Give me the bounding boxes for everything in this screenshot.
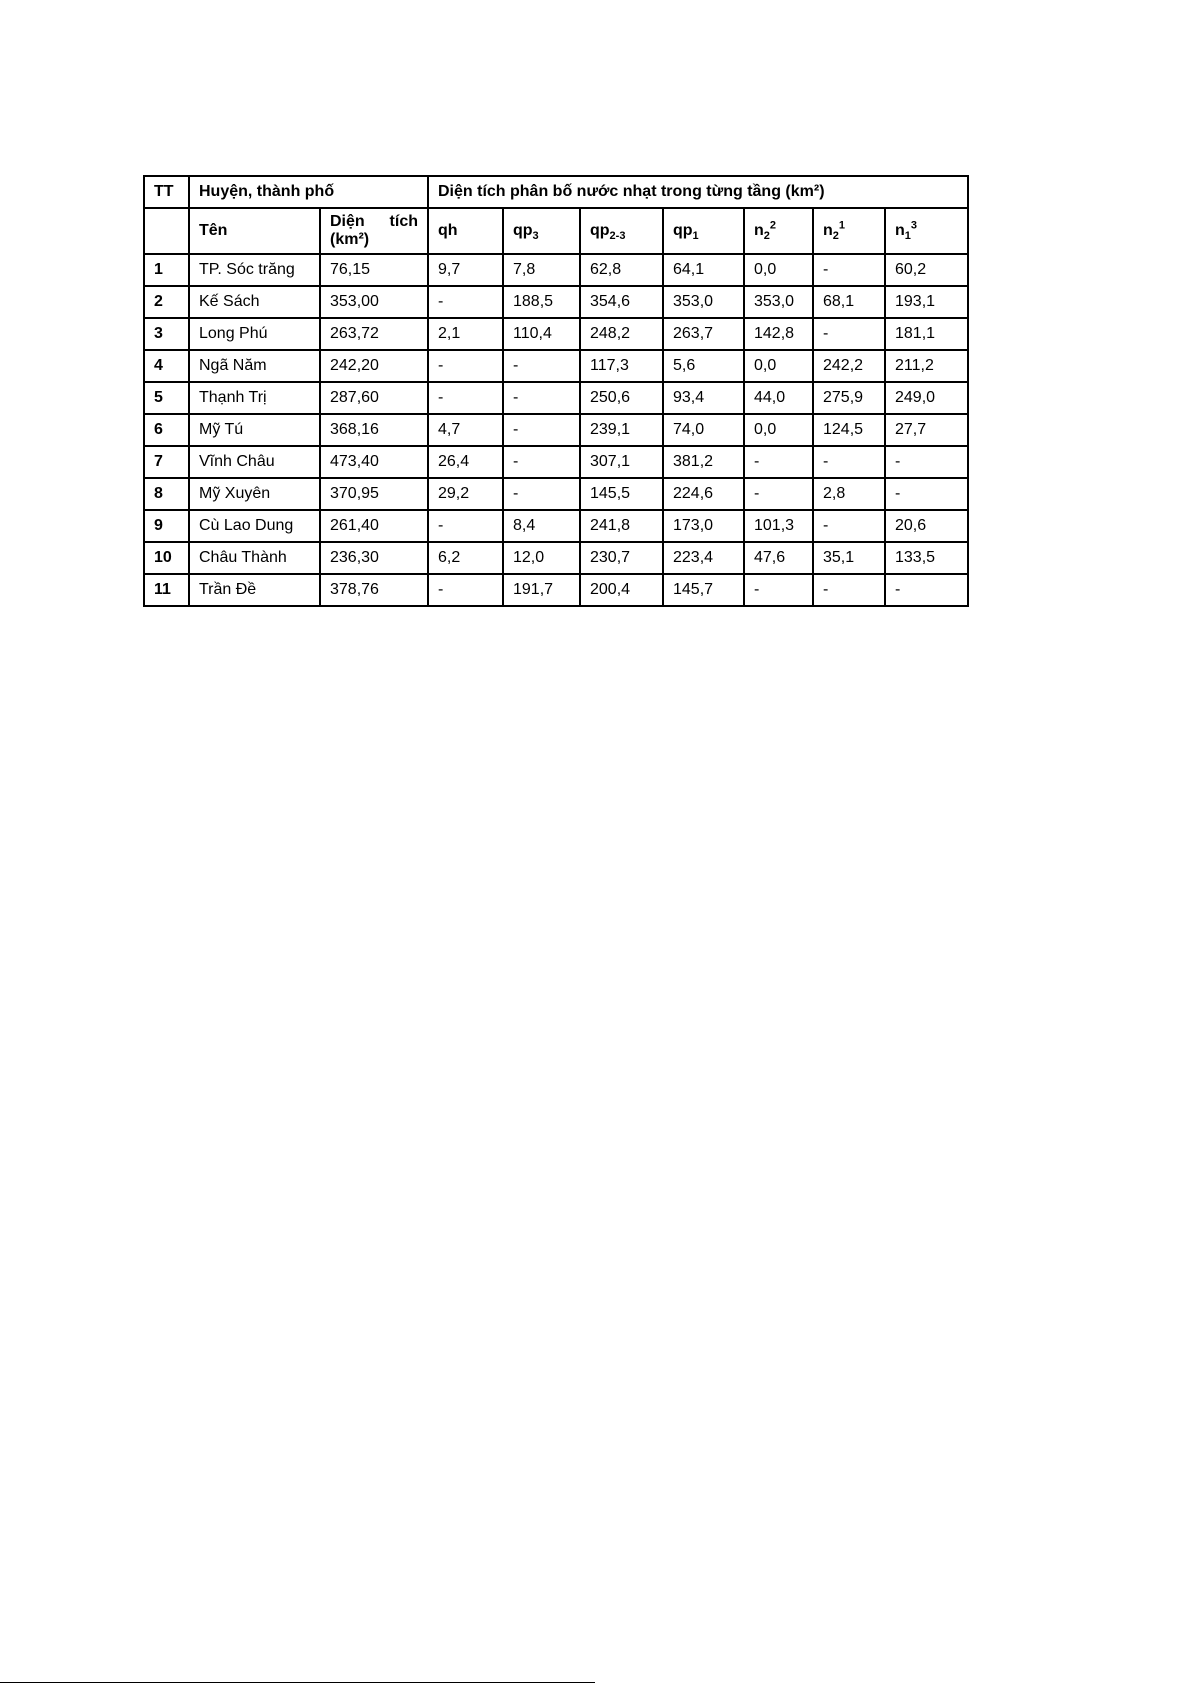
layer-value: - (813, 510, 885, 542)
district-area: 378,76 (320, 574, 428, 606)
table-row (144, 510, 968, 542)
area-header-word2: tích (389, 213, 418, 230)
layer-base: qh (438, 222, 458, 239)
layer-value: 110,4 (503, 318, 580, 350)
layer-sub: 1 (692, 230, 699, 243)
layer-sub: 1 (904, 230, 911, 243)
district-name: Trần Đề (189, 574, 320, 606)
layer-value: 145,5 (580, 478, 663, 510)
layer-value: 142,8 (744, 318, 813, 350)
layer-value: 249,0 (885, 382, 968, 414)
layer-value: 263,7 (663, 318, 744, 350)
layer-value: 64,1 (663, 254, 744, 286)
row-number: 2 (144, 286, 189, 318)
district-name: Ngã Năm (189, 350, 320, 382)
layer-value: - (885, 446, 968, 478)
district-area: 370,95 (320, 478, 428, 510)
layer-value: 241,8 (580, 510, 663, 542)
layer-value: - (885, 478, 968, 510)
layer-value: - (503, 414, 580, 446)
layer-value: 7,8 (503, 254, 580, 286)
layer-value: 0,0 (744, 350, 813, 382)
layer-sup: 2 (769, 219, 777, 232)
layer-value: 353,0 (744, 286, 813, 318)
layer-value: 239,1 (580, 414, 663, 446)
layer-value: 20,6 (885, 510, 968, 542)
district-area: 473,40 (320, 446, 428, 478)
table-row (144, 574, 968, 606)
district-area: 353,00 (320, 286, 428, 318)
layer-value: - (744, 446, 813, 478)
layer-value: 5,6 (663, 350, 744, 382)
layer-value: 12,0 (503, 542, 580, 574)
layer-value: 211,2 (885, 350, 968, 382)
row-number: 1 (144, 254, 189, 286)
layer-value: - (503, 382, 580, 414)
layer-value: 35,1 (813, 542, 885, 574)
header-row-1 (144, 176, 968, 208)
layer-value: 44,0 (744, 382, 813, 414)
table-row (144, 318, 968, 350)
layer-value: 181,1 (885, 318, 968, 350)
layer-base: n (823, 222, 833, 239)
layer-value: 307,1 (580, 446, 663, 478)
layer-value: 6,2 (428, 542, 503, 574)
layer-value: 248,2 (580, 318, 663, 350)
layer-value: 230,7 (580, 542, 663, 574)
layer-sub: 2 (763, 230, 770, 243)
layer-sup: 1 (838, 219, 846, 232)
layer-sup: 3 (910, 219, 918, 232)
layer-value: 133,5 (885, 542, 968, 574)
district-area: 236,30 (320, 542, 428, 574)
row-number: 4 (144, 350, 189, 382)
layer-base: n (754, 222, 764, 239)
footnote-rule (0, 1682, 595, 1683)
table-row (144, 382, 968, 414)
layer-value: - (503, 478, 580, 510)
layer-value: - (428, 350, 503, 382)
layer-header-0 (428, 208, 503, 254)
layer-value: 2,1 (428, 318, 503, 350)
distribution-header: Diện tích phân bố nước nhạt trong từng tầng (km²) (428, 176, 968, 208)
layer-value: 145,7 (663, 574, 744, 606)
name-header: Tên (189, 208, 320, 254)
layer-value: - (813, 254, 885, 286)
layer-value: 200,4 (580, 574, 663, 606)
layer-value: 381,2 (663, 446, 744, 478)
layer-value: 27,7 (885, 414, 968, 446)
layer-value: 62,8 (580, 254, 663, 286)
groundwater-area-table (143, 175, 969, 607)
district-name: Kế Sách (189, 286, 320, 318)
layer-value: 173,0 (663, 510, 744, 542)
row-number: 9 (144, 510, 189, 542)
layer-value: 4,7 (428, 414, 503, 446)
area-header-unit: (km²) (330, 231, 370, 248)
layer-value: 224,6 (663, 478, 744, 510)
layer-value: 250,6 (580, 382, 663, 414)
district-area: 263,72 (320, 318, 428, 350)
layer-header-6 (885, 208, 968, 254)
layer-header-1 (503, 208, 580, 254)
layer-sub: 2 (832, 230, 839, 243)
layer-value: - (813, 446, 885, 478)
district-name: Long Phú (189, 318, 320, 350)
layer-header-2 (580, 208, 663, 254)
district-name: Châu Thành (189, 542, 320, 574)
layer-value: 193,1 (885, 286, 968, 318)
layer-value: - (885, 574, 968, 606)
layer-value: - (428, 574, 503, 606)
layer-value: 242,2 (813, 350, 885, 382)
row-number: 3 (144, 318, 189, 350)
row-number: 7 (144, 446, 189, 478)
layer-value: - (428, 510, 503, 542)
layer-sub: 2-3 (609, 230, 626, 243)
table-row (144, 350, 968, 382)
layer-value: 60,2 (885, 254, 968, 286)
layer-value: 223,4 (663, 542, 744, 574)
row-number: 10 (144, 542, 189, 574)
layer-value: 68,1 (813, 286, 885, 318)
layer-header-4 (744, 208, 813, 254)
table-row (144, 542, 968, 574)
district-name: Mỹ Xuyên (189, 478, 320, 510)
layer-value: - (744, 478, 813, 510)
row-number: 8 (144, 478, 189, 510)
layer-value: 191,7 (503, 574, 580, 606)
district-area: 242,20 (320, 350, 428, 382)
groundwater-area-table-wrapper (143, 175, 969, 607)
header-row-2 (144, 208, 968, 254)
layer-value: - (428, 382, 503, 414)
area-header (320, 208, 428, 254)
layer-value: 101,3 (744, 510, 813, 542)
area-header-word1: Diện (330, 213, 365, 230)
layer-value: 275,9 (813, 382, 885, 414)
layer-value: - (813, 574, 885, 606)
layer-value: 74,0 (663, 414, 744, 446)
district-name: Mỹ Tú (189, 414, 320, 446)
layer-sub: 3 (532, 230, 539, 243)
layer-value: 8,4 (503, 510, 580, 542)
layer-value: 354,6 (580, 286, 663, 318)
layer-value: 47,6 (744, 542, 813, 574)
layer-value: 9,7 (428, 254, 503, 286)
layer-base: n (895, 222, 905, 239)
table-row (144, 446, 968, 478)
district-name: Vĩnh Châu (189, 446, 320, 478)
layer-value: 26,4 (428, 446, 503, 478)
layer-value: 93,4 (663, 382, 744, 414)
layer-base: qp (590, 222, 610, 239)
layer-value: - (503, 350, 580, 382)
layer-value: - (744, 574, 813, 606)
row-number: 11 (144, 574, 189, 606)
district-name: Thạnh Trị (189, 382, 320, 414)
table-row (144, 478, 968, 510)
district-area: 261,40 (320, 510, 428, 542)
layer-value: - (503, 446, 580, 478)
table-row (144, 414, 968, 446)
layer-base: qp (673, 222, 693, 239)
layer-value: 188,5 (503, 286, 580, 318)
row-number: 5 (144, 382, 189, 414)
table-row (144, 254, 968, 286)
district-name: Cù Lao Dung (189, 510, 320, 542)
layer-value: 117,3 (580, 350, 663, 382)
layer-header-5 (813, 208, 885, 254)
tt-header-blank (144, 208, 189, 254)
layer-value: 29,2 (428, 478, 503, 510)
layer-value: - (428, 286, 503, 318)
layer-value: 0,0 (744, 414, 813, 446)
district-group-header: Huyện, thành phố (189, 176, 428, 208)
layer-header-3 (663, 208, 744, 254)
tt-header: TT (144, 176, 189, 208)
layer-value: 2,8 (813, 478, 885, 510)
district-area: 368,16 (320, 414, 428, 446)
layer-value: - (813, 318, 885, 350)
layer-value: 353,0 (663, 286, 744, 318)
layer-value: 0,0 (744, 254, 813, 286)
row-number: 6 (144, 414, 189, 446)
district-area: 287,60 (320, 382, 428, 414)
district-area: 76,15 (320, 254, 428, 286)
district-name: TP. Sóc trăng (189, 254, 320, 286)
layer-base: qp (513, 222, 533, 239)
table-row (144, 286, 968, 318)
layer-value: 124,5 (813, 414, 885, 446)
